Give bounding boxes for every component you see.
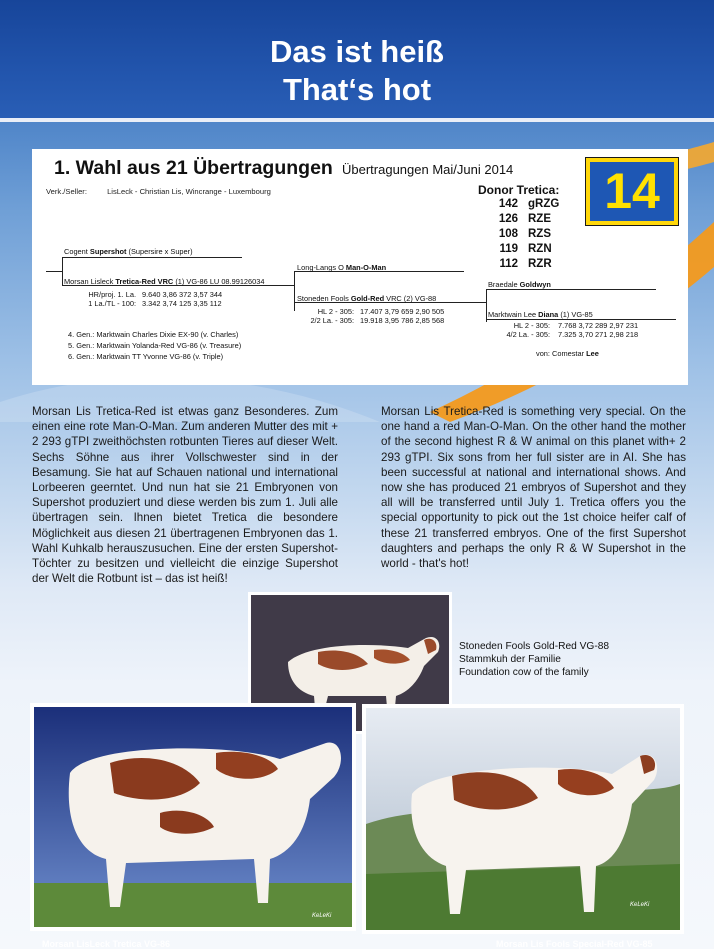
gdam-line bbox=[486, 319, 676, 320]
dam-sire-entry: Long-Langs O Man-O-Man bbox=[297, 263, 387, 272]
pedigree-panel bbox=[32, 149, 688, 385]
pedigree-stub bbox=[46, 271, 62, 272]
donor-index-row: 142 gRZG bbox=[498, 198, 560, 210]
lot-number-badge bbox=[585, 157, 679, 226]
donor-index-row: 108 RZS bbox=[498, 228, 551, 240]
gdam-perf-row: 4/2 La. - 305: 7.325 3,70 271 2,98 218 bbox=[506, 330, 639, 339]
donor-entry: Morsan Lisleck Tretica-Red VRC (1) VG-86 LU 08.99126034 bbox=[64, 277, 265, 286]
dam-bracket bbox=[294, 271, 295, 311]
sire-entry: Cogent Supershot (Supersire x Super) bbox=[64, 247, 193, 256]
seller-label: Verk./Seller: bbox=[46, 187, 87, 196]
article-text-en: Morsan Lis Tretica-Red is something very special. On the one hand a red Man-O-Man. On the other hand the mother of the second highest R & W animal on this planet with+ 2 293 gTPI. Six sons from her full sister are in AI. She has been successful at national and international shows. And now she has produced 21 embryos of Supershot and they all will be transferred until July 1. Tretica offers you the special opportunity to pick out the 1st choice heifer calf of these 21 transferred embryos. One of the first Supershot daughters and perhaps the only R & W Supershot in the world - that's hot! bbox=[381, 405, 686, 571]
right-photo-caption: Morsan Lis Fools Special-Red VG-85 bbox=[496, 939, 653, 949]
lot-number: 14 bbox=[590, 162, 674, 221]
gdam-from: von: Comestar Lee bbox=[536, 349, 599, 358]
donor-heading: Donor Tretica: bbox=[478, 183, 560, 197]
seller-name: LisLeck - Christian Lis, Wincrange - Luxembourg bbox=[107, 187, 271, 196]
panel-subtitle: Übertragungen Mai/Juni 2014 bbox=[342, 162, 514, 177]
pedigree-bracket bbox=[62, 257, 63, 285]
dam-perf-row: HL 2 - 305: 17.407 3,79 659 2,90 505 bbox=[317, 307, 445, 316]
generation-row: 5. Gen.: Marktwain Yolanda-Red VG-86 (v. Treasure) bbox=[68, 341, 242, 350]
gdam-sire-line bbox=[486, 289, 656, 290]
gdam-perf-row: HL 2 - 305: 7.768 3,72 289 2,97 231 bbox=[513, 321, 639, 330]
article-text-de: Morsan Lis Tretica-Red ist etwas ganz Besonderes. Zum einen eine rote Man-O-Man. Zum anderen Mutter des mit + 2 293 gTPI zweithöchsten rotbunten Tieres auf dieser Welt. Sechs Söhne aus ihrer Vollschwester sind in der Besamung. Sie hat auf Schauen national und international Lorbeeren geerntet. Und nun hat sie 21 Embryonen von Supershot produziert und diese werden bis zum 1. Juli alle übertragen sein. Ihnen bietet Tretica die besondere Möglichkeit aus diesen 21 übertragenen Embryonen das 1. Wahl Kuhkalb herauszusuchen. Eine der ersten Supershot-Töchter zu besitzen und vielleicht die einzige Supershot der Welt die Rotbunt ist – das ist heiß! bbox=[32, 405, 338, 586]
left-photo-caption: Morsan LisLeck Tretica VG-86 bbox=[42, 939, 171, 949]
gdam-sire-entry: Braedale Goldwyn bbox=[488, 280, 551, 289]
donor-index-row: 119 RZN bbox=[499, 243, 552, 255]
gdam-bracket bbox=[486, 289, 487, 322]
generation-row: 4. Gen.: Marktwain Charles Dixie EX-90 (v. Charles) bbox=[68, 330, 239, 339]
photo-tretica bbox=[30, 703, 356, 931]
top-photo-caption: Stoneden Fools Gold-Red VG-88 Stammkuh der Familie Foundation cow of the family bbox=[459, 641, 610, 678]
photo-signature: KeLeKi bbox=[312, 913, 332, 919]
donor-perf-row: HR/proj. 1. La. 9.640 3,86 372 3,57 344 bbox=[88, 290, 223, 299]
panel-title: 1. Wahl aus 21 Übertragungen bbox=[54, 157, 333, 179]
donor-index-row: 126 RZE bbox=[498, 213, 551, 225]
seller-line bbox=[46, 187, 271, 196]
dam-perf-row: 2/2 La. - 305: 19.918 3,95 786 2,85 568 bbox=[310, 316, 445, 325]
photo-signature: KeLeKi bbox=[630, 902, 650, 908]
page-title-de: Das ist heiß bbox=[270, 34, 444, 69]
donor-index-row: 112 RZR bbox=[499, 258, 552, 270]
sire-line bbox=[62, 257, 242, 258]
photo-special-red bbox=[362, 704, 684, 934]
generation-row: 6. Gen.: Marktwain TT Yvonne VG-86 (v. Triple) bbox=[68, 352, 224, 361]
page-title-en: That‘s hot bbox=[282, 72, 432, 107]
gdam-entry: Marktwain Lee Diana (1) VG-85 bbox=[488, 310, 593, 319]
donor-perf-row: 1 La./TL - 100: 3.342 3,74 125 3,35 112 bbox=[88, 299, 222, 308]
dam-entry: Stoneden Fools Gold-Red VRC (2) VG-88 bbox=[297, 294, 437, 303]
